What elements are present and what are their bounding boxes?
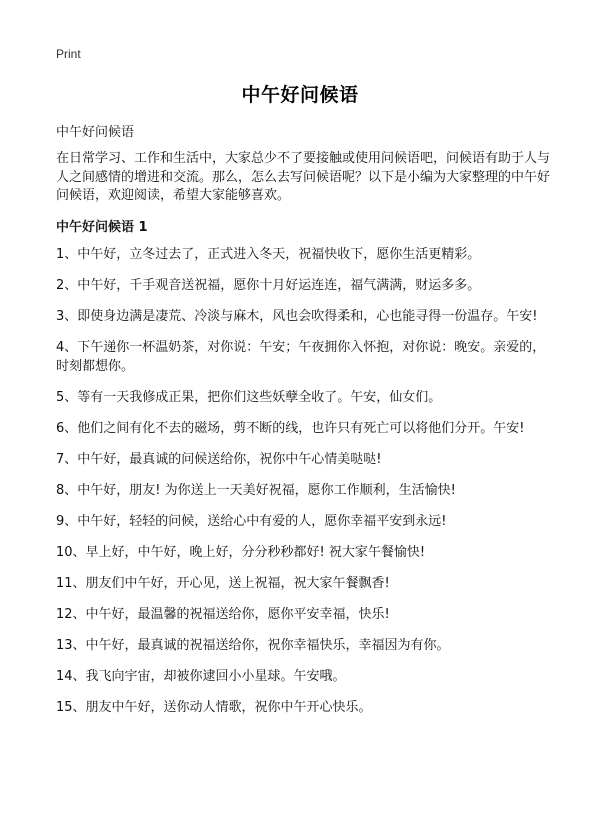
section-heading: 中午好问候语 1 (56, 220, 148, 235)
list-item: 14、我飞向宇宙，却被你逮回小小星球。午安哦。 (56, 669, 346, 684)
list-item: 15、朋友中午好，送你动人情歌，祝你中午开心快乐。 (56, 700, 372, 715)
list-item: 10、早上好，中午好，晚上好，分分秒秒都好! 祝大家午餐愉快! (56, 545, 426, 560)
intro-paragraph: 在日常学习、工作和生活中，大家总少不了要接触或使用问候语吧，问候语有助于人与人之间感情的增进和交流。那么，怎么去写问候语呢？以下是小编为大家整理的中午好问候语，欢迎阅读，希望大家能够喜欢。 (56, 151, 551, 203)
list-item: 2、中午好，千手观音送祝福，愿你十月好运连连，福气满满，财运多多。 (56, 278, 481, 293)
greeting-list (56, 245, 550, 729)
list-item: 8、中午好，朋友! 为你送上一天美好祝福，愿你工作顺利，生活愉快! (56, 483, 456, 498)
list-item: 11、朋友们中午好，开心见，送上祝福，祝大家午餐飘香! (56, 576, 390, 591)
list-item: 1、中午好，立冬过去了，正式进入冬天，祝福快收下，愿你生活更精彩。 (56, 247, 481, 262)
list-item: 9、中午好，轻轻的问候，送给心中有爱的人，愿你幸福平安到永远! (56, 514, 447, 529)
list-item: 3、即使身边满是凄荒、冷淡与麻木，风也会吹得柔和，心也能寻得一份温存。午安! (56, 309, 538, 324)
list-item: 13、中午好，最真诚的祝福送给你，祝你幸福快乐，幸福因为有你。 (56, 638, 450, 653)
list-item: 6、他们之间有化不去的磁场，剪不断的线，也许只有死亡可以将他们分开。午安! (56, 421, 525, 436)
list-item: 4、下午递你一杯温奶茶，对你说：午安；午夜拥你入怀抱，对你说：晚安。亲爱的，时刻都想你。 (56, 340, 546, 374)
document-subtitle: 中午好问候语 (56, 125, 135, 140)
page-title: 中午好问候语 (241, 84, 359, 106)
list-item: 7、中午好，最真诚的问候送给你，祝你中午心情美哒哒! (56, 452, 382, 467)
list-item: 12、中午好，最温馨的祝福送给你，愿你平安幸福，快乐! (56, 607, 390, 622)
list-item: 5、等有一天我修成正果，把你们这些妖孽全收了。午安，仙女们。 (56, 390, 442, 405)
print-link[interactable]: Print (56, 47, 81, 61)
